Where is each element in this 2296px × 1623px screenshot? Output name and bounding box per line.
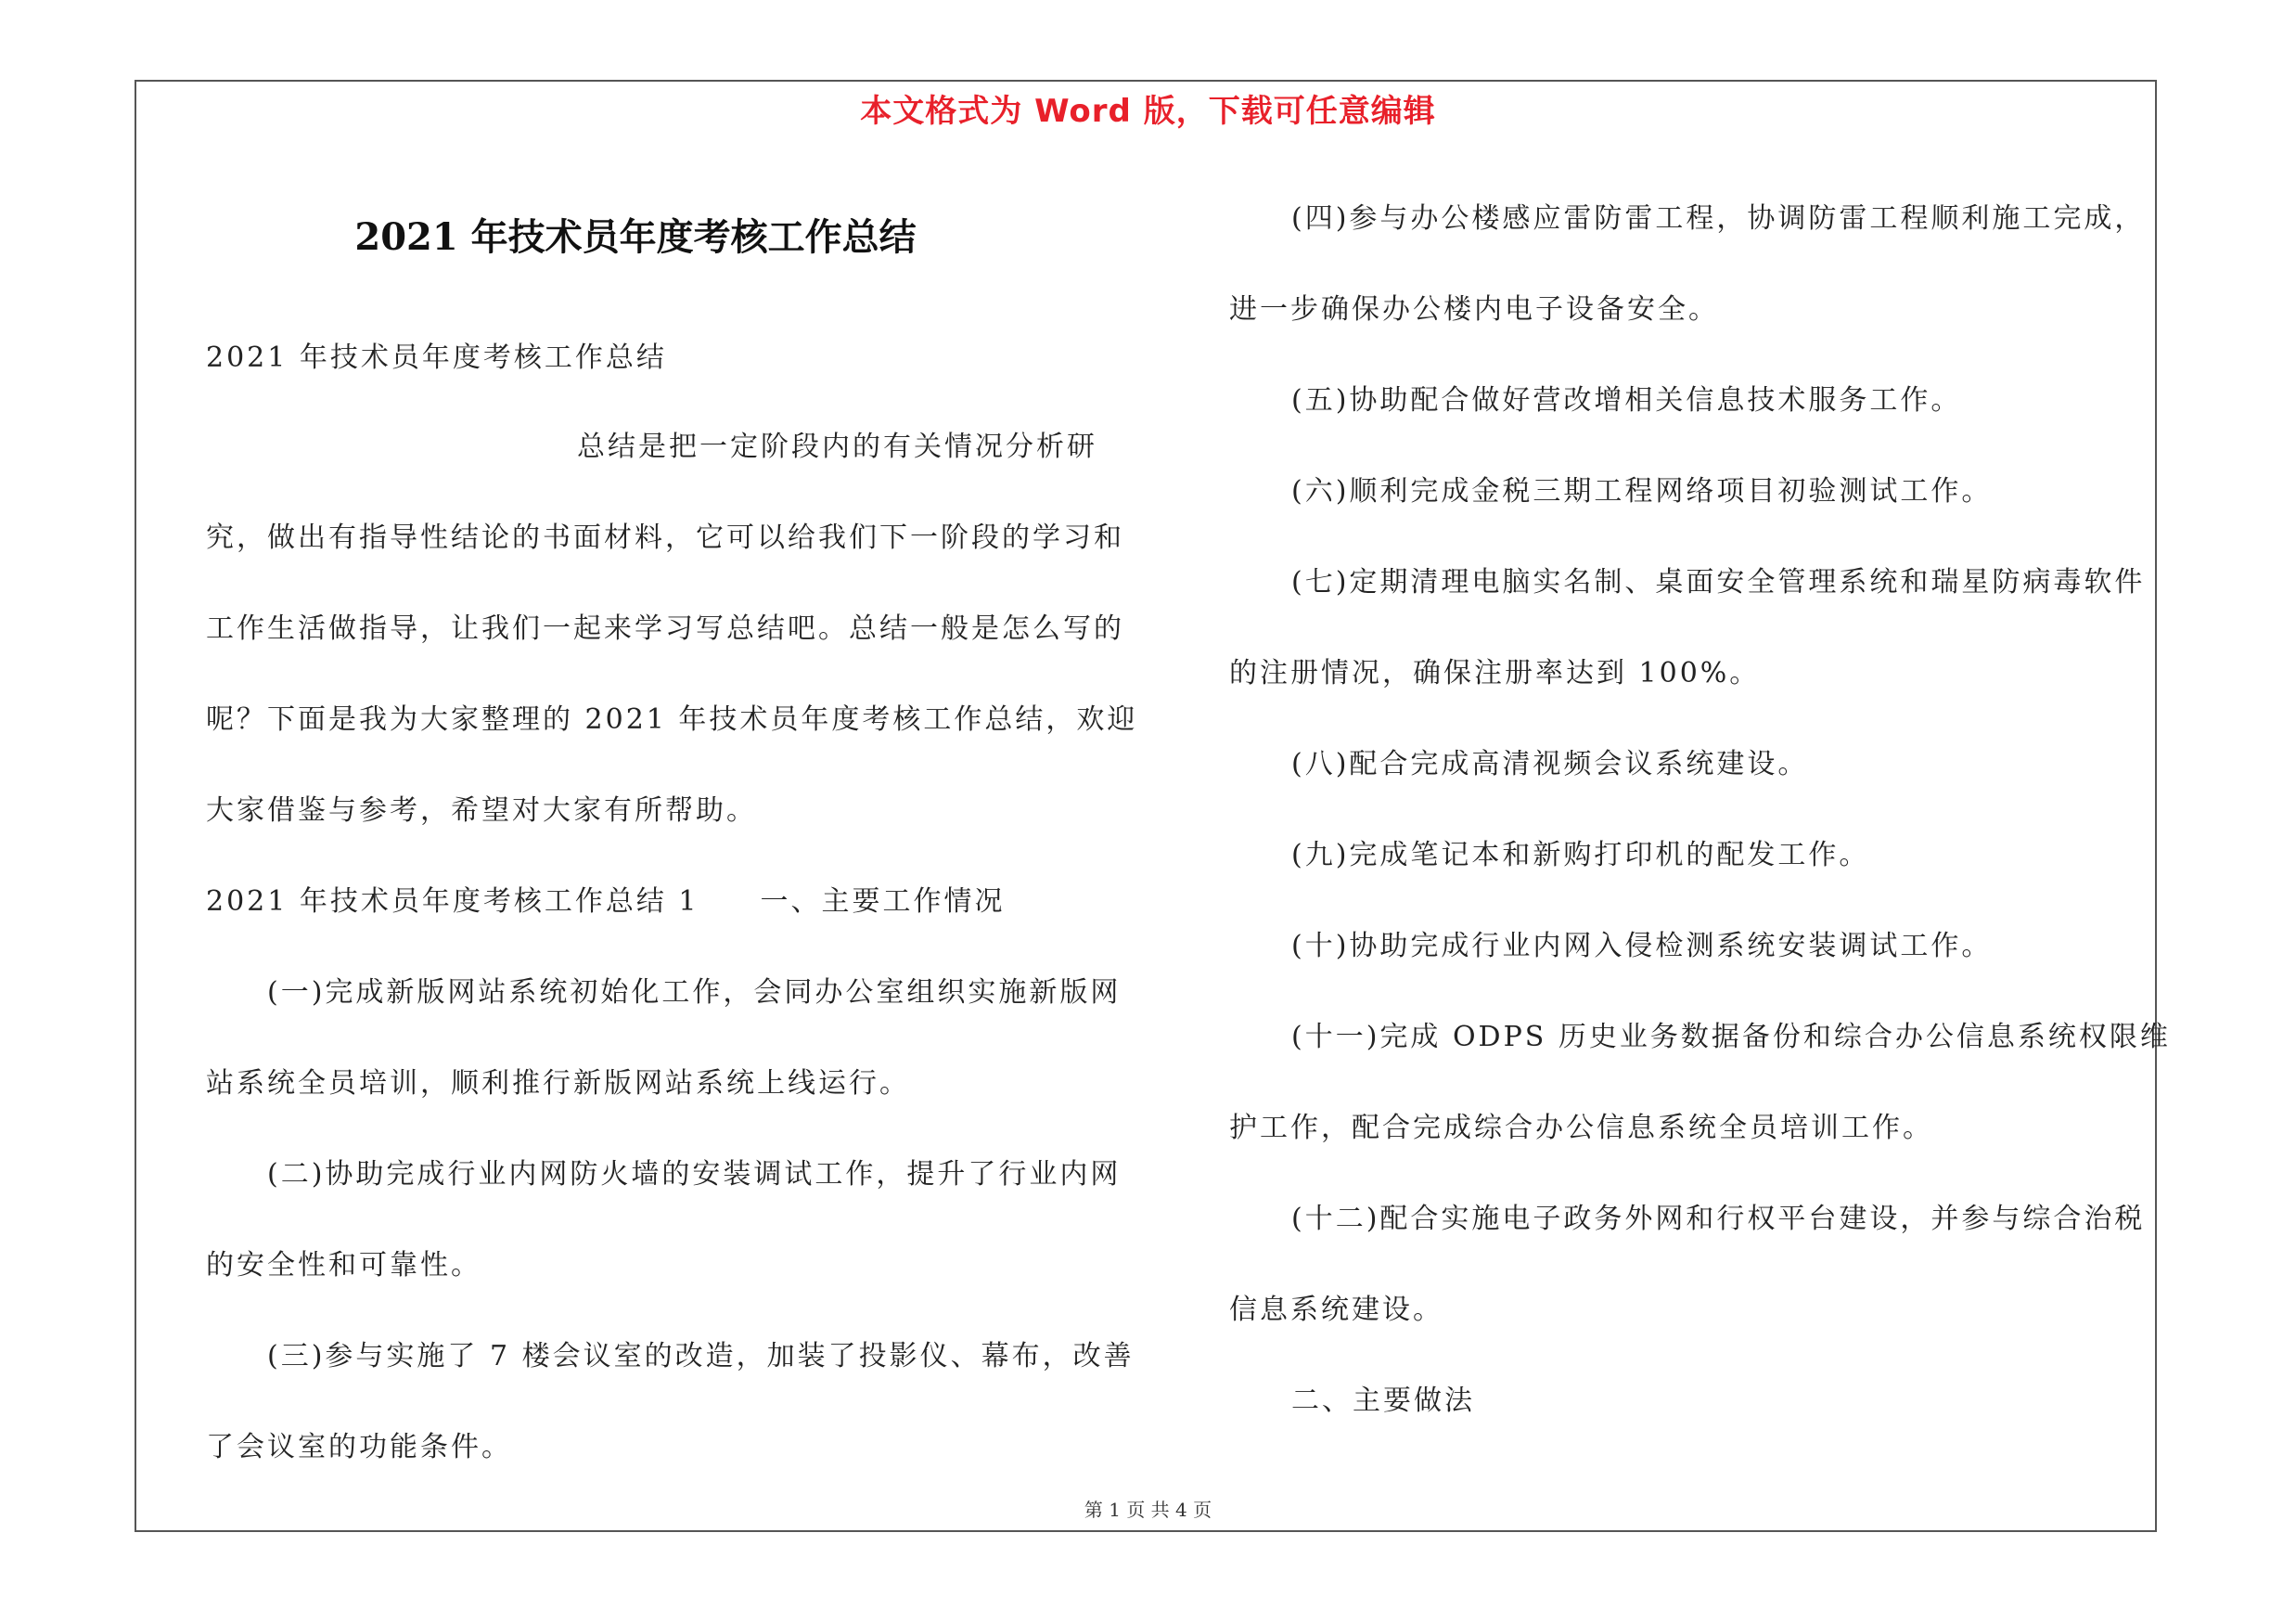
right-line-8: (九)完成笔记本和新购打印机的配发工作。	[1291, 839, 1870, 871]
left-line-8: (一)完成新版网站系统初始化工作，会同办公室组织实施新版网	[267, 976, 1122, 1009]
right-line-9: (十)协助完成行业内网入侵检测系统安装调试工作。	[1291, 930, 1993, 962]
left-line-4: 工作生活做指导，让我们一起来学习写总结吧。总结一般是怎么写的	[206, 612, 1124, 645]
left-line-12: (三)参与实施了 7 楼会议室的改造，加装了投影仪、幕布，改善	[267, 1340, 1135, 1372]
left-line-11: 的安全性和可靠性。	[206, 1249, 481, 1282]
right-line-5: (七)定期清理电脑实名制、桌面安全管理系统和瑞星防病毒软件	[1291, 566, 2146, 599]
right-line-4: (六)顺利完成金税三期工程网络项目初验测试工作。	[1291, 475, 1993, 508]
left-line-6: 大家借鉴与参考，希望对大家有所帮助。	[206, 794, 757, 827]
document-title: 2021 年技术员年度考核工作总结	[354, 215, 917, 259]
left-line-3: 究，做出有指导性结论的书面材料，它可以给我们下一阶段的学习和	[206, 522, 1124, 554]
left-line-13: 了会议室的功能条件。	[206, 1431, 512, 1463]
right-line-7: (八)配合完成高清视频会议系统建设。	[1291, 748, 1809, 780]
page-number: 第 1 页 共 4 页	[1084, 1499, 1212, 1521]
format-banner: 本文格式为 Word 版，下载可任意编辑	[860, 93, 1436, 130]
left-line-1: 2021 年技术员年度考核工作总结	[206, 341, 667, 374]
left-line-9: 站系统全员培训，顺利推行新版网站系统上线运行。	[206, 1067, 910, 1100]
right-line-3: (五)协助配合做好营改增相关信息技术服务工作。	[1291, 384, 1962, 417]
right-line-10: (十一)完成 ODPS 历史业务数据备份和综合办公信息系统权限维	[1291, 1021, 2171, 1053]
right-line-2: 进一步确保办公楼内电子设备安全。	[1229, 293, 1719, 326]
left-line-2: 总结是把一定阶段内的有关情况分析研	[577, 431, 1097, 463]
left-line-5: 呢？下面是我为大家整理的 2021 年技术员年度考核工作总结，欢迎	[206, 703, 1138, 736]
right-line-1: (四)参与办公楼感应雷防雷工程，协调防雷工程顺利施工完成，	[1291, 202, 2146, 235]
right-line-12: (十二)配合实施电子政务外网和行权平台建设，并参与综合治税	[1291, 1203, 2146, 1235]
right-line-6: 的注册情况，确保注册率达到 100%。	[1229, 657, 1761, 689]
left-line-7: 2021 年技术员年度考核工作总结 1 一、主要工作情况	[206, 885, 1006, 918]
right-line-14: 二、主要做法	[1291, 1385, 1475, 1417]
right-line-13: 信息系统建设。	[1229, 1294, 1443, 1326]
left-line-10: (二)协助完成行业内网防火墙的安装调试工作，提升了行业内网	[267, 1158, 1122, 1191]
right-line-11: 护工作，配合完成综合办公信息系统全员培训工作。	[1229, 1112, 1933, 1144]
